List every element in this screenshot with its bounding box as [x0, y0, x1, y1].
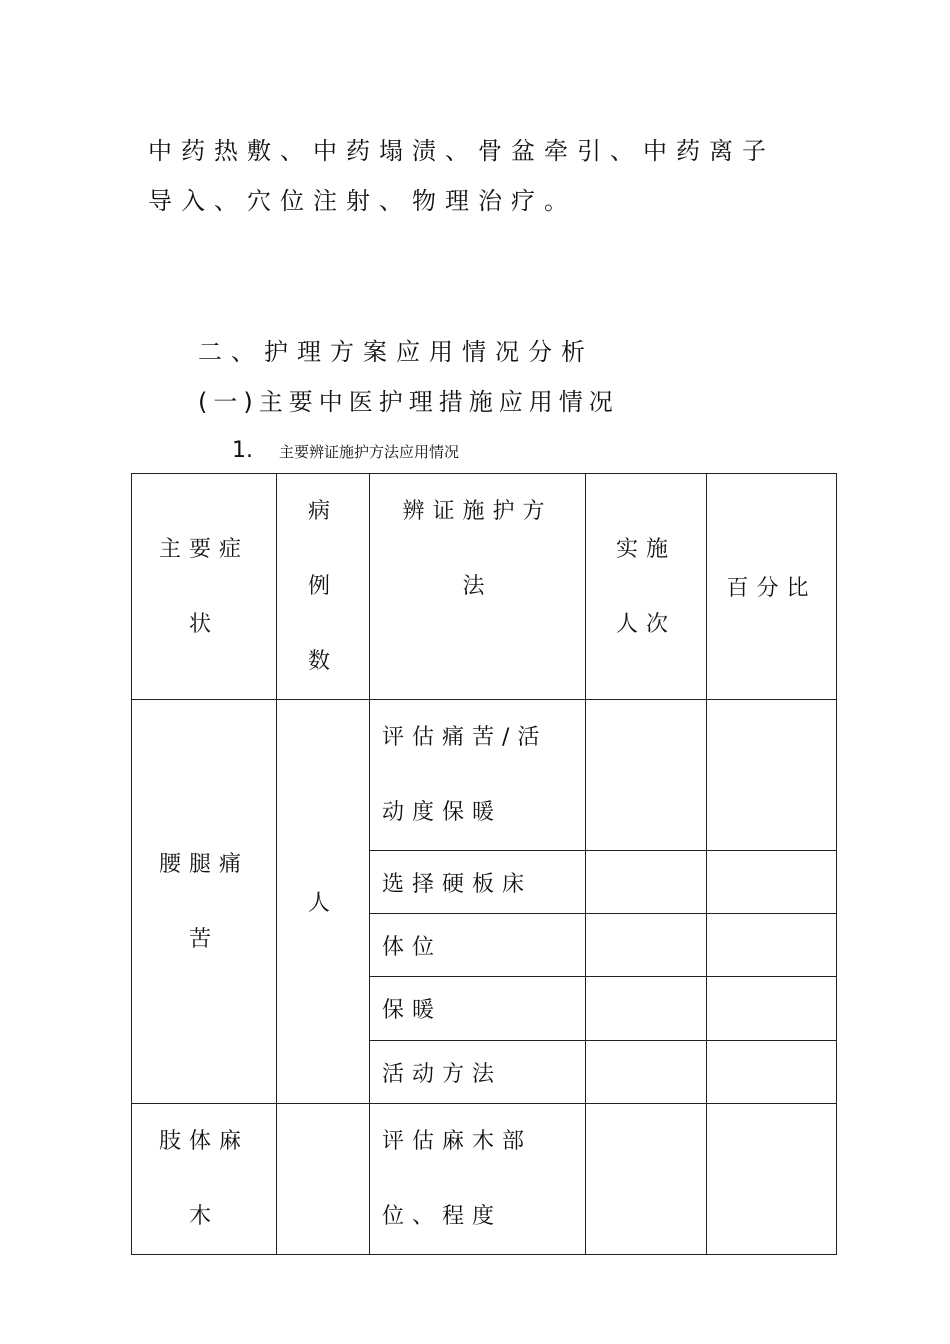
percent-cell — [707, 1041, 837, 1104]
method-cell: 评估痛苦/活 动度保暖 — [370, 700, 586, 851]
times-cell — [586, 977, 707, 1041]
times-cell — [586, 851, 707, 914]
times-cell — [586, 1104, 707, 1255]
header-method: 辨证施护方 法 — [370, 474, 586, 700]
intro-line-2: 导入、穴位注射、物理治疗。 — [148, 187, 577, 215]
method-cell: 评估麻木部 位、程度 — [370, 1104, 586, 1255]
times-cell — [586, 1041, 707, 1104]
caption-number: 1. — [232, 438, 253, 463]
header-percent: 百分比 — [707, 474, 837, 700]
table-row — [132, 1104, 837, 1255]
nursing-methods-table — [131, 473, 837, 1255]
header-cases: 病 例 数 — [277, 474, 370, 700]
cases-cell: 人 — [277, 700, 370, 1104]
method-cell: 选择硬板床 — [370, 851, 586, 914]
symptom-cell: 肢体麻 木 — [132, 1104, 277, 1255]
header-symptom: 主要症 状 — [132, 474, 277, 700]
table-caption — [232, 438, 459, 463]
table-header-row — [132, 474, 837, 700]
cases-cell — [277, 1104, 370, 1255]
symptom-cell: 腰腿痛 苦 — [132, 700, 277, 1104]
section-subheading: (一)主要中医护理措施应用情况 — [198, 388, 619, 416]
times-cell — [586, 700, 707, 851]
percent-cell — [707, 914, 837, 977]
percent-cell — [707, 977, 837, 1041]
section-heading: 二、护理方案应用情况分析 — [198, 338, 594, 366]
percent-cell — [707, 700, 837, 851]
caption-text: 主要辨证施护方法应用情况 — [279, 443, 460, 461]
intro-line-1: 中药热敷、中药塌渍、骨盆牵引、中药离子 — [148, 137, 775, 165]
percent-cell — [707, 851, 837, 914]
method-cell: 活动方法 — [370, 1041, 586, 1104]
table-row — [132, 700, 837, 851]
times-cell — [586, 914, 707, 977]
method-cell: 体位 — [370, 914, 586, 977]
header-times: 实施 人次 — [586, 474, 707, 700]
percent-cell — [707, 1104, 837, 1255]
method-cell: 保暖 — [370, 977, 586, 1041]
